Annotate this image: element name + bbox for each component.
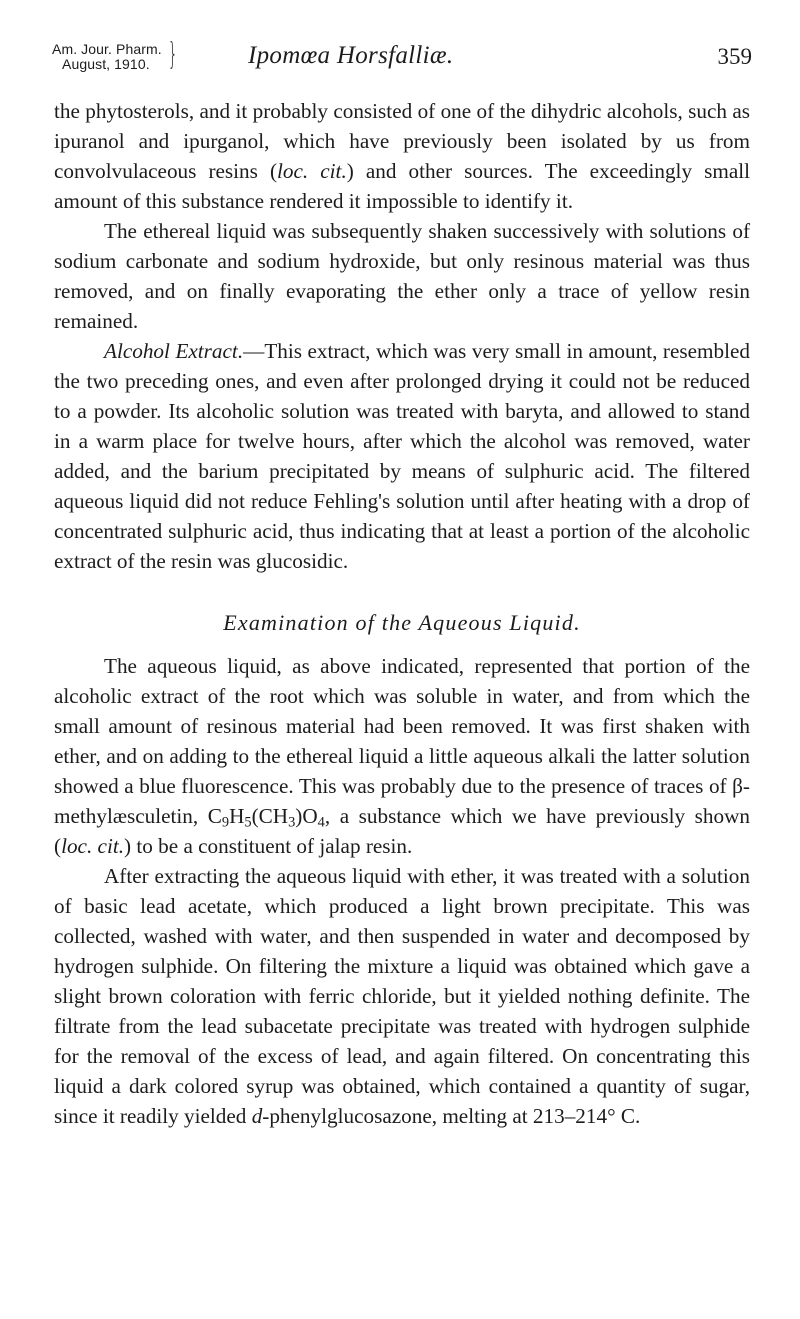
paragraph-text: -phenylglucosazone, melting at 213–214° C. <box>262 1104 641 1128</box>
citation-loc-cit: loc. cit. <box>61 834 125 858</box>
journal-name: Am. Jour. Pharm. <box>52 41 162 57</box>
formula-part: H <box>229 804 245 828</box>
formula-part: )O <box>295 804 318 828</box>
paragraph-text: , a substance which we have previously shown ( <box>54 804 750 858</box>
paragraph-text: After extracting the aqueous liquid with ether, it was treated with a solution of basic lead acetate, which produced a light brown precipitate. This was collected, washed with water, and then suspended in water and decomposed by hydrogen sulphide. On filtering the mixture a liquid was obtained which gave a slight brown coloration with ferric chloride, but it yielded nothing definite. The filtrate from the lead subacetate precipitate was treated with hydrogen sulphide for the removal of the excess of lead, and again filtered. On concentrating this liquid a dark colored syrup was obtained, which contained a quantity of sugar, since it readily yielded <box>54 864 750 1128</box>
article-body <box>54 96 750 1131</box>
page-header <box>52 38 752 88</box>
paragraph-text: —This extract, which was very small in amount, resembled the two preceding ones, and even after prolonged drying it could not be reduced to a powder. Its alcoholic solution was treated with baryta, and allowed to stand in a warm place for twelve hours, after which the alcohol was removed, water added, and the barium precipitated by means of sulphuric acid. The filtered aqueous liquid did not reduce Fehling's solution until after heating with a drop of concentrated sulphuric acid, thus indicating that at least a portion of the alcoholic extract of the resin was glucosidic. <box>54 339 751 573</box>
paragraph-text: ) to be a constituent of jalap resin. <box>124 834 413 858</box>
brace-glyph: } <box>168 37 178 72</box>
page-number: 359 <box>717 44 752 69</box>
subsection-lead: Alcohol Extract. <box>104 339 244 363</box>
citation-loc-cit: loc. cit. <box>277 159 347 183</box>
paragraph-text: The aqueous liquid, as above indicated, represented that portion of the alcoholic extract of the root which was soluble in water, and from which the small amount of resinous material had been removed. It was first shaken with ether, and on adding to the ethereal liquid a little aqueous alkali the latter solution showed a blue fluorescence. This was probably due to the presence of traces of β-methylæsculetin, <box>54 654 750 828</box>
formula-subscript: 5 <box>244 814 252 831</box>
formula-part: (CH <box>251 804 289 828</box>
journal-date: August, 1910. <box>62 56 150 72</box>
running-title: Ipomœa Horsfalliæ. <box>248 42 454 69</box>
formula-subscript: 9 <box>221 814 230 831</box>
formula-subscript: 4 <box>317 814 325 831</box>
stereo-prefix: d <box>251 1104 263 1128</box>
section-heading: Examination of the Aqueous Liquid. <box>223 610 581 635</box>
paragraph-1 <box>54 96 750 216</box>
formula-part: C <box>207 804 222 828</box>
paragraph-text: the phytosterols, and it probably consisted of one of the dihydric alcohols, such as ipuranol and ipurganol, which have previously been isolated by us from convolvulaceous resins ( <box>54 99 750 183</box>
paragraph-text: ) and other sources. The exceedingly small amount of this substance rendered it impossible to identify it. <box>54 159 751 213</box>
paragraph-2: The ethereal liquid was subsequently shaken successively with solutions of sodium carbonate and sodium hydroxide, but only resinous material was thus removed, and on finally evaporating the ether only a trace of yellow resin remained. <box>54 219 750 333</box>
formula-subscript: 3 <box>288 814 296 831</box>
chemical-formula <box>207 804 325 831</box>
paragraph-5 <box>54 861 750 1131</box>
journal-citation <box>52 42 162 72</box>
paragraph-3 <box>54 336 750 576</box>
paragraph-4 <box>54 651 750 861</box>
